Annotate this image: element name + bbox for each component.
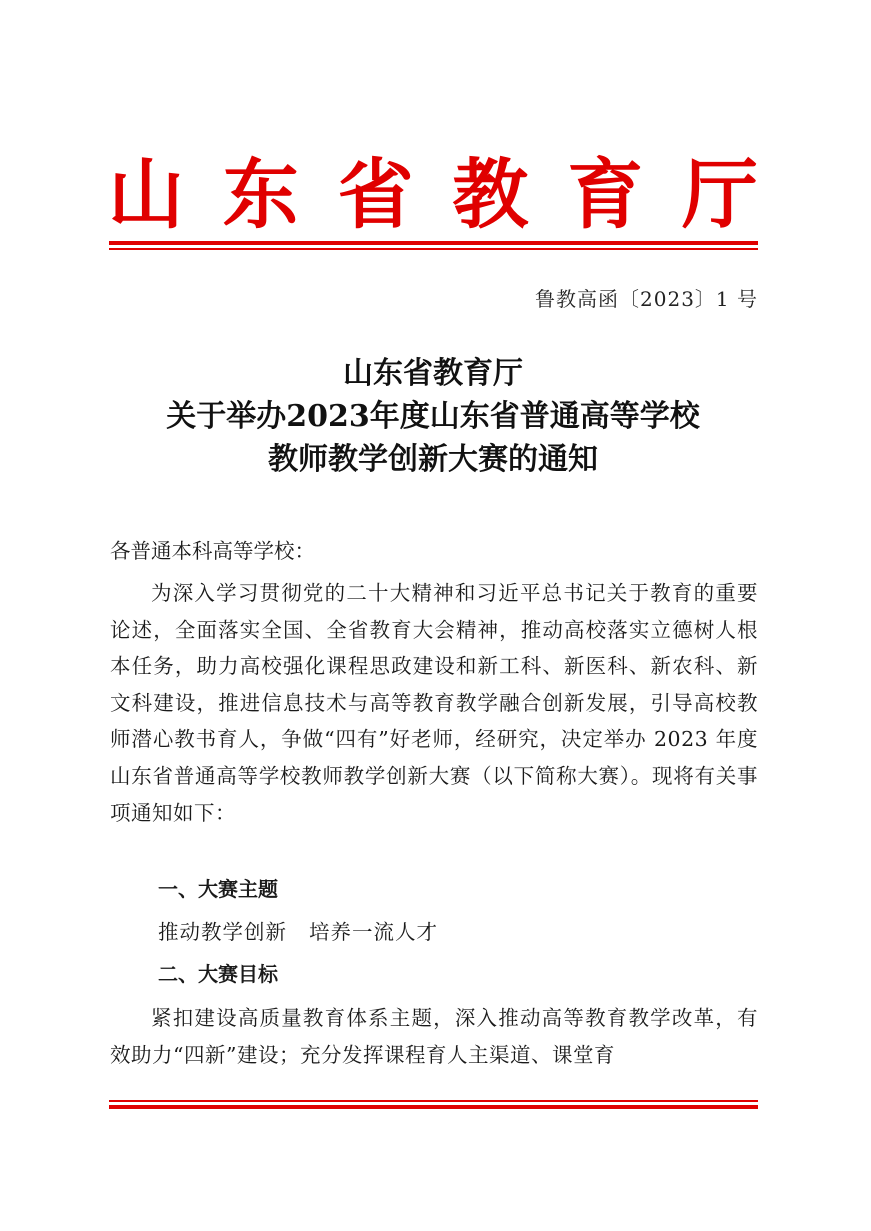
section-2-paragraph: 紧扣建设高质量教育体系主题，深入推动高等教育教学改革，有效助力“四新”建设；充分发挥课程育人主渠道、课堂育 xyxy=(110,1006,758,1067)
issuing-authority-title xyxy=(108,150,758,240)
theme-part-1: 推动教学创新 xyxy=(158,920,287,944)
org-char: 东 xyxy=(222,150,299,239)
section-2-heading: 二、大赛目标 xyxy=(158,962,278,986)
title-line-1: 山东省教育厅 xyxy=(343,356,523,391)
org-char: 山 xyxy=(108,150,184,239)
title-line-2: 关于举办2023年度山东省普通高等学校 xyxy=(166,399,700,434)
org-char: 厅 xyxy=(681,150,758,239)
header-rule-thin xyxy=(109,248,758,250)
header-rule-thick xyxy=(109,241,758,245)
org-char: 育 xyxy=(567,150,644,239)
intro-paragraph: 为深入学习贯彻党的二十大精神和习近平总书记关于教育的重要论述，全面落实全国、全省教育大会精神，推动高校落实立德树人根本任务，助力高校强化课程思政建设和新工科、新医科、新农科、新文科建设，推进信息技术与高等教育教学融合创新发展，引导高校教师潜心教书育人，争做“四有”好老师，经研究，决定举办 2023 年度山东省普通高等学校教师教学创新大赛（以下简称大赛）。现将有关事项通知如下： xyxy=(110,581,758,825)
theme-part-2: 培养一流人才 xyxy=(309,920,438,944)
footer-rule-thick xyxy=(109,1105,758,1109)
section-1-heading: 一、大赛主题 xyxy=(158,877,278,901)
section-1-theme xyxy=(110,915,806,945)
document-title xyxy=(108,352,758,481)
footer-rule-thin xyxy=(109,1100,758,1102)
org-char: 省 xyxy=(337,150,414,239)
document-number: 鲁教高函〔2023〕1 号 xyxy=(535,287,758,311)
salutation: 各普通本科高等学校： xyxy=(110,539,315,563)
org-char: 教 xyxy=(452,150,529,239)
title-line-3: 教师教学创新大赛的通知 xyxy=(268,442,598,477)
